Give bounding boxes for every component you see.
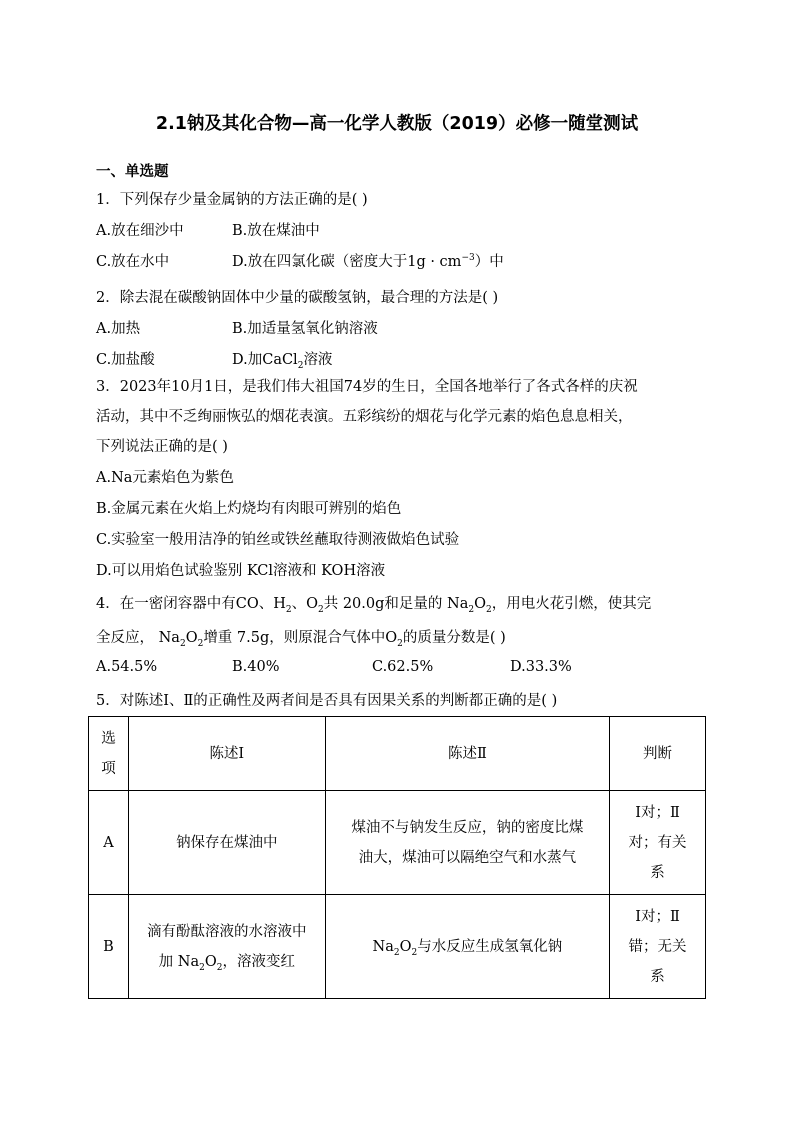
- header-statement-1: 陈述Ⅰ: [128, 717, 325, 791]
- row-b-option: B: [89, 895, 129, 999]
- row-b-judgment: Ⅰ对；Ⅱ 错；无关 系: [610, 895, 706, 999]
- row-a-judgment: Ⅰ对；Ⅱ 对；有关 系: [610, 791, 706, 895]
- q4-option-b: B.40%: [232, 659, 280, 675]
- q3-option-b: B.金属元素在火焰上灼烧均有肉眼可辨别的焰色: [96, 501, 402, 517]
- table-row: [89, 895, 706, 999]
- q1-option-b: B.放在煤油中: [232, 223, 320, 239]
- q4-option-d: D.33.3%: [510, 659, 572, 675]
- answer-table: [88, 716, 706, 999]
- row-b-statement-2: $Na_2O_2$与水反应生成氢氧化钠: [325, 895, 609, 999]
- question-3-line-1: 3．2023年10月1日，是我们伟大祖国74岁的生日，全国各地举行了各式各样的庆祝: [96, 379, 638, 395]
- q2-option-d: D.加CaCl$_2$溶液: [232, 352, 333, 371]
- row-a-option: A: [89, 791, 129, 895]
- table-header-row: [89, 717, 706, 791]
- q2-option-c: C.加盐酸: [96, 352, 155, 368]
- question-3-line-3: 下列说法正确的是( ): [96, 439, 228, 455]
- question-2-stem: 2．除去混在碳酸钠固体中少量的碳酸氢钠，最合理的方法是( ): [96, 290, 499, 306]
- q2-option-b: B.加适量氢氧化钠溶液: [232, 321, 378, 337]
- row-a-statement-1: 钠保存在煤油中: [128, 791, 325, 895]
- q3-option-d: D.可以用焰色试验鉴别 KCl溶液和 KOH溶液: [96, 563, 386, 579]
- table-row: [89, 791, 706, 895]
- row-b-statement-1: 滴有酚酞溶液的水溶液中 加 $Na_2O_2$，溶液变红: [128, 895, 325, 999]
- header-option-cell: 选 项: [89, 717, 129, 791]
- row-a-statement-2: 煤油不与钠发生反应，钠的密度比煤 油大，煤油可以隔绝空气和水蒸气: [325, 791, 609, 895]
- q2-option-a: A.加热: [96, 321, 141, 337]
- q3-option-a: A.Na元素焰色为紫色: [96, 470, 234, 486]
- question-5-stem: 5．对陈述Ⅰ、Ⅱ的正确性及两者间是否具有因果关系的判断都正确的是( ): [96, 693, 558, 709]
- question-3-line-2: 活动，其中不乏绚丽恢弘的烟花表演。五彩缤纷的烟花与化学元素的焰色息息相关，: [96, 409, 633, 425]
- q3-option-c: C.实验室一般用洁净的铂丝或铁丝蘸取待测液做焰色试验: [96, 532, 460, 548]
- section-heading: 一、单选题: [96, 164, 169, 180]
- question-1-stem: 1．下列保存少量金属钠的方法正确的是( ): [96, 192, 368, 208]
- page-title: 2.1钠及其化合物—高一化学人教版（2019）必修一随堂测试: [155, 114, 639, 134]
- q4-option-c: C.62.5%: [372, 659, 434, 675]
- q4-option-a: A.54.5%: [96, 659, 158, 675]
- header-statement-2: 陈述Ⅱ: [325, 717, 609, 791]
- header-judgment: 判断: [610, 717, 706, 791]
- question-4-line-2: 全反应， $Na_2O_2$增重 7.5g，则原混合气体中$O_2$的质量分数是( ): [96, 630, 506, 649]
- q1-option-c: C.放在水中: [96, 254, 170, 270]
- q1-option-d: D.放在四氯化碳（密度大于$1g \cdot cm^{-3}$）中: [232, 253, 504, 270]
- question-4-line-1: 4．在一密闭容器中有CO、$H_2$、$O_2$共 20.0g和足量的 $Na_2O_2$，用电火花引燃，使其完: [96, 596, 652, 615]
- q1-option-a: A.放在细沙中: [96, 223, 184, 239]
